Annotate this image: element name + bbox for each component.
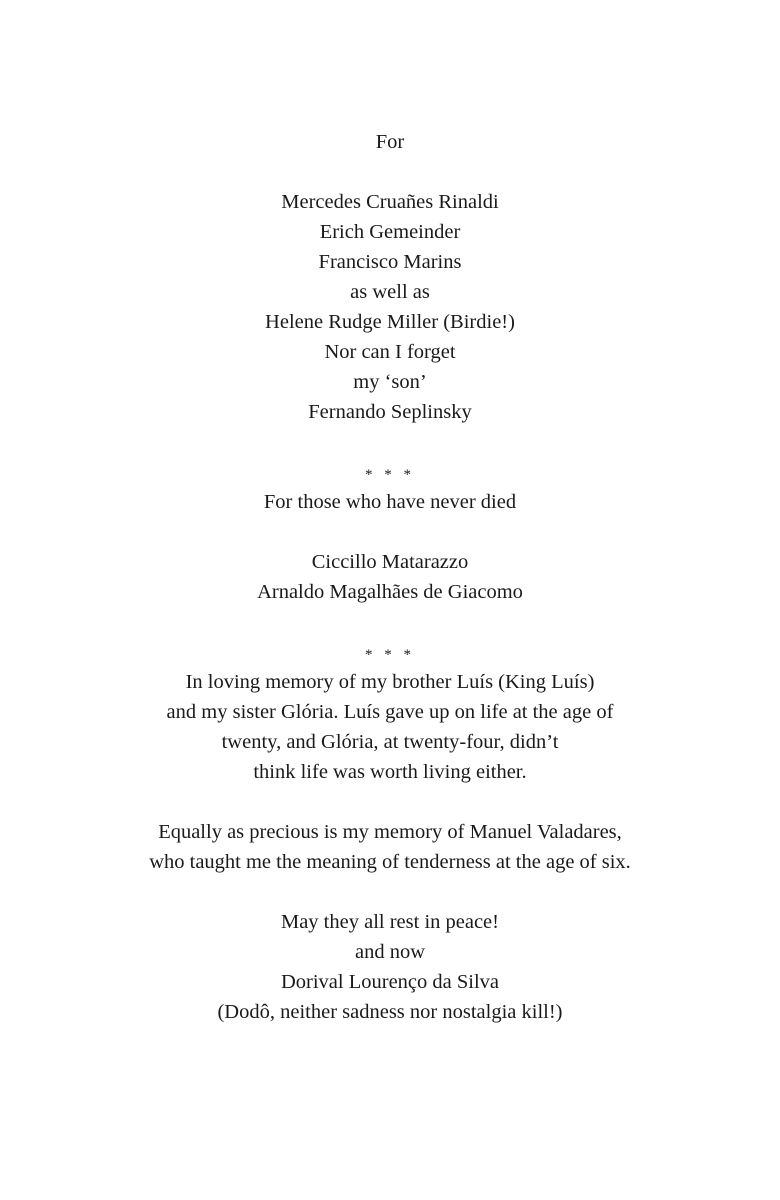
dedication-name: Arnaldo Magalhães de Giacomo [257,581,523,603]
dedication-name: Ciccillo Matarazzo [311,551,469,573]
precious-line: Equally as precious is my memory of Manuel Valadares, [158,821,622,843]
spacer [0,607,780,637]
spacer [0,877,780,907]
memory-line: and my sister Glória. Luís gave up on life at the age of [166,701,614,723]
memory-line: think life was worth living either. [253,761,527,783]
closing-line: Dorival Lourenço da Silva [280,971,500,993]
dedication-text: Nor can I forget [324,341,456,363]
spacer [0,157,780,187]
spacer [0,517,780,547]
spacer [0,787,780,817]
closing-line: May they all rest in peace! [280,911,499,933]
dedication-name: Helene Rudge Miller (Birdie!) [265,311,515,333]
closing-line: and now [354,941,426,963]
dedication-page [0,127,780,1027]
memory-line: twenty, and Glória, at twenty-four, didn’t [221,731,559,753]
dedication-heading: For [375,131,405,153]
dedication-name: Fernando Seplinsky [308,401,472,423]
dedication-text: as well as [350,281,430,303]
group2-heading: For those who have never died [263,491,517,513]
dedication-name: Mercedes Cruañes Rinaldi [281,191,499,213]
precious-line: who taught me the meaning of tenderness at the age of six. [149,851,631,873]
dedication-text: my ‘son’ [353,371,427,393]
section-separator: * * * [365,467,415,483]
section-separator: * * * [365,647,415,663]
dedication-name: Erich Gemeinder [319,221,461,243]
memory-line: In loving memory of my brother Luís (King Luís) [185,671,595,693]
dedication-name: Francisco Marins [318,251,462,273]
spacer [0,427,780,457]
closing-line: (Dodô, neither sadness nor nostalgia kill!) [217,1001,563,1023]
